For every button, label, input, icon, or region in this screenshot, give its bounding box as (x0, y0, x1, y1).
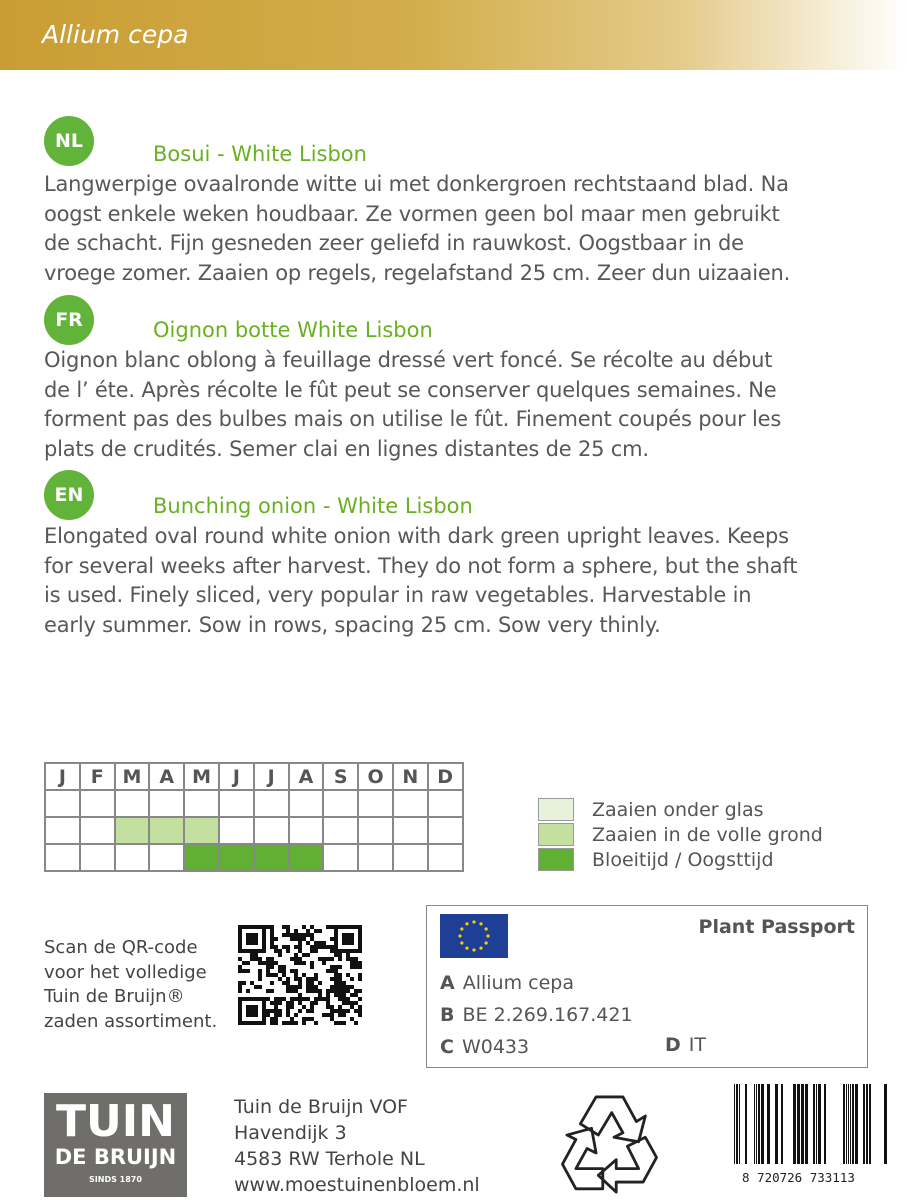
calendar-cell (149, 790, 184, 817)
calendar-cell (428, 844, 463, 871)
legend-item: Zaaien onder glas (538, 797, 823, 822)
brand-logo: TUIN DE BRUIJN SINDS 1870 (44, 1093, 187, 1197)
legend-swatch (538, 798, 574, 821)
passport-a: Allium cepa (462, 972, 574, 994)
barcode-bars-icon (728, 1084, 894, 1170)
section-body: Elongated oval round white onion with dark green upright leaves. Keeps for several weeks after harvest. They do not form a sphere, but the shaft is used. Finely sliced, very popular in raw vegetables. Harvestable in early summer. Sow in rows, spacing 25 cm. Sow very thinly. (44, 524, 798, 637)
calendar-cell (289, 790, 324, 817)
calendar-cell (219, 817, 254, 844)
barcode: 8 720726 733113 (728, 1084, 894, 1185)
calendar-cell (428, 817, 463, 844)
sowing-calendar (44, 762, 464, 872)
calendar-cell (184, 844, 219, 871)
calendar-row (45, 790, 463, 817)
month-1: F (80, 763, 115, 790)
calendar-cell (254, 817, 289, 844)
month-5: J (219, 763, 254, 790)
passport-b: BE 2.269.167.421 (462, 1004, 633, 1026)
calendar-cell (80, 790, 115, 817)
calendar-cell (219, 844, 254, 871)
calendar-cell (323, 844, 358, 871)
lang-badge: FR (44, 295, 94, 345)
calendar-cell (45, 817, 80, 844)
month-8: S (323, 763, 358, 790)
calendar-cell (115, 817, 150, 844)
lang-badge: EN (44, 470, 94, 520)
calendar-cell (45, 790, 80, 817)
month-3: A (149, 763, 184, 790)
legend-item: Zaaien in de volle grond (538, 822, 823, 847)
calendar-row (45, 844, 463, 871)
species-title: Allium cepa (42, 20, 189, 49)
calendar-cell (115, 844, 150, 871)
calendar-cell (393, 817, 428, 844)
calendar-cell (184, 817, 219, 844)
month-6: J (254, 763, 289, 790)
month-4: M (184, 763, 219, 790)
qr-code-icon[interactable] (238, 925, 362, 1025)
month-11: D (428, 763, 463, 790)
calendar-legend (538, 797, 823, 872)
section-heading: Bunching onion - White Lisbon (153, 494, 473, 518)
legend-item: Bloeitijd / Oogsttijd (538, 847, 823, 872)
calendar-cell (358, 817, 393, 844)
calendar-cell (323, 790, 358, 817)
calendar-cell (393, 844, 428, 871)
plant-passport: Plant Passport A Allium cepa B BE 2.269.167.421 C W0433 D IT (426, 905, 868, 1068)
website-link[interactable]: www.moestuinenbloem.nl (234, 1174, 480, 1196)
section-heading: Oignon botte White Lisbon (153, 318, 433, 342)
company-address: Tuin de Bruijn VOF Havendijk 3 4583 RW Terhole NL www.moestuinenbloem.nl (234, 1096, 480, 1196)
calendar-cell (149, 844, 184, 871)
calendar-cell (323, 817, 358, 844)
section-heading: Bosui - White Lisbon (153, 142, 367, 166)
calendar-cell (149, 817, 184, 844)
qr-caption: Scan de QR-code voor het volledige Tuin de Bruijn® zaden assortiment. (44, 937, 218, 1032)
calendar-cell (80, 817, 115, 844)
calendar-row (45, 817, 463, 844)
month-0: J (45, 763, 80, 790)
header-band (0, 0, 907, 70)
passport-c: W0433 (461, 1036, 530, 1058)
calendar-cell (428, 790, 463, 817)
month-2: M (115, 763, 150, 790)
calendar-cell (219, 790, 254, 817)
month-header-row (45, 763, 463, 790)
passport-d: IT (688, 1034, 706, 1056)
calendar-cell (184, 790, 219, 817)
calendar-cell (393, 790, 428, 817)
passport-title: Plant Passport (698, 916, 855, 938)
calendar-cell (289, 844, 324, 871)
month-10: N (393, 763, 428, 790)
month-9: O (358, 763, 393, 790)
calendar-cell (254, 790, 289, 817)
calendar-cell (254, 844, 289, 871)
month-7: A (289, 763, 324, 790)
calendar-cell (289, 817, 324, 844)
calendar-cell (80, 844, 115, 871)
calendar-cell (358, 790, 393, 817)
section-body: Langwerpige ovaalronde witte ui met donkergroen rechtstaand blad. Na oogst enkele weken houdbaar. Ze vormen geen bol maar men gebruikt de schacht. Fijn gesneden zeer geliefd in rauwkost. Oogstbaar in de vroege zomer. Zaaien op regels, regelafstand 25 cm. Zeer dun uizaaien. (44, 172, 791, 285)
lang-badge: NL (44, 116, 94, 166)
eu-flag-icon (440, 914, 508, 958)
calendar-cell (45, 844, 80, 871)
calendar-cell (358, 844, 393, 871)
legend-swatch (538, 848, 574, 871)
recycle-icon (552, 1088, 667, 1200)
legend-swatch (538, 823, 574, 846)
section-body: Oignon blanc oblong à feuillage dressé vert foncé. Se récolte au début de l’ éte. Après récolte le fût peut se conserver quelques semaines. Ne forment pas des bulbes mais on utilise le fût. Finement coupés pour les plats de crudités. Semer clai en lignes distantes de 25 cm. (44, 348, 782, 461)
calendar-cell (115, 790, 150, 817)
